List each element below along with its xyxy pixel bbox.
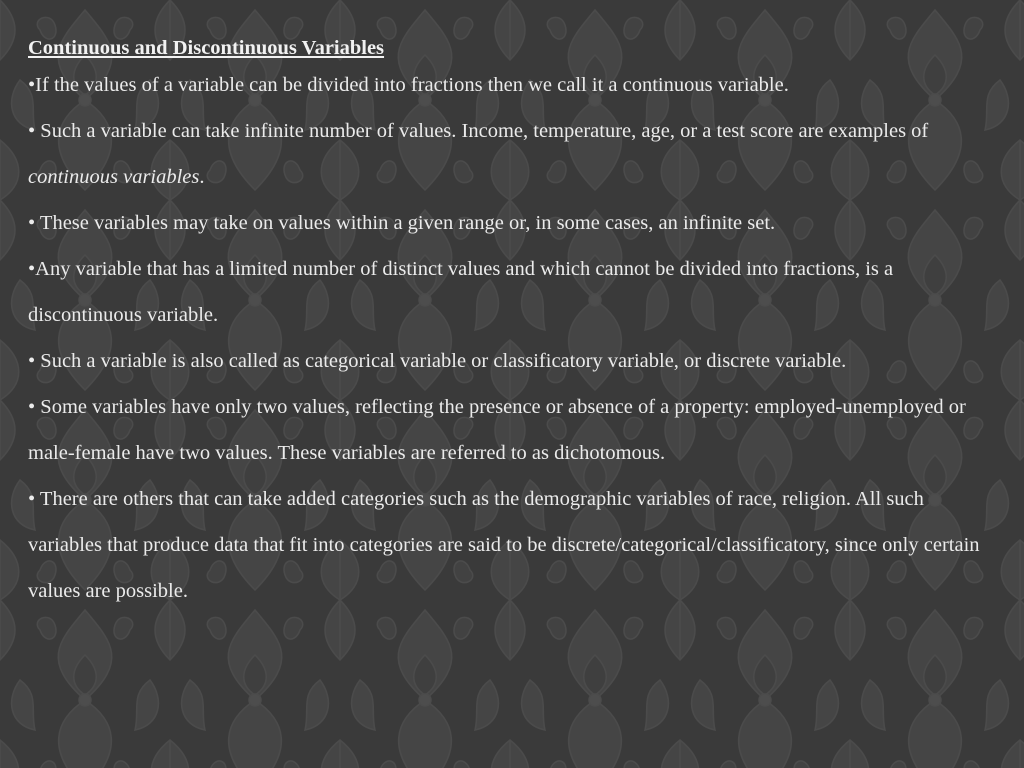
bullet-item xyxy=(28,338,1003,384)
bullet-list xyxy=(28,62,1003,614)
bullet-emphasis-text: continuous variables xyxy=(28,166,200,188)
bullet-text: •If the values of a variable can be divided into fractions then we call it a continuous variable. xyxy=(28,74,789,96)
bullet-item xyxy=(28,108,1003,200)
bullet-text: •Any variable that has a limited number of distinct values and which cannot be divided into fractions, is a discontinuous variable. xyxy=(28,258,894,326)
bullet-item xyxy=(28,384,1003,476)
bullet-item xyxy=(28,476,1003,614)
bullet-text: • There are others that can take added categories such as the demographic variables of race, religion. All such variables that produce data that fit into categories are said to be discrete/categorical/classificatory, since only certain values are possible. xyxy=(28,488,980,602)
bullet-text: • These variables may take on values within a given range or, in some cases, an infinite set. xyxy=(28,212,776,234)
bullet-text: • Such a variable is also called as categorical variable or classificatory variable, or discrete variable. xyxy=(28,350,847,372)
bullet-text: • Some variables have only two values, reflecting the presence or absence of a property: employed-unemployed or male-female have two values. These variables are referred to as dichotomous. xyxy=(28,396,966,464)
bullet-text: • Such a variable can take infinite number of values. Income, temperature, age, or a test score are examples of xyxy=(28,120,929,142)
bullet-suffix: . xyxy=(199,166,205,188)
bullet-item xyxy=(28,62,1003,108)
bullet-item xyxy=(28,246,1003,338)
slide-content xyxy=(28,28,1003,614)
slide-title: Continuous and Discontinuous Variables xyxy=(28,37,385,59)
bullet-item xyxy=(28,200,1003,246)
